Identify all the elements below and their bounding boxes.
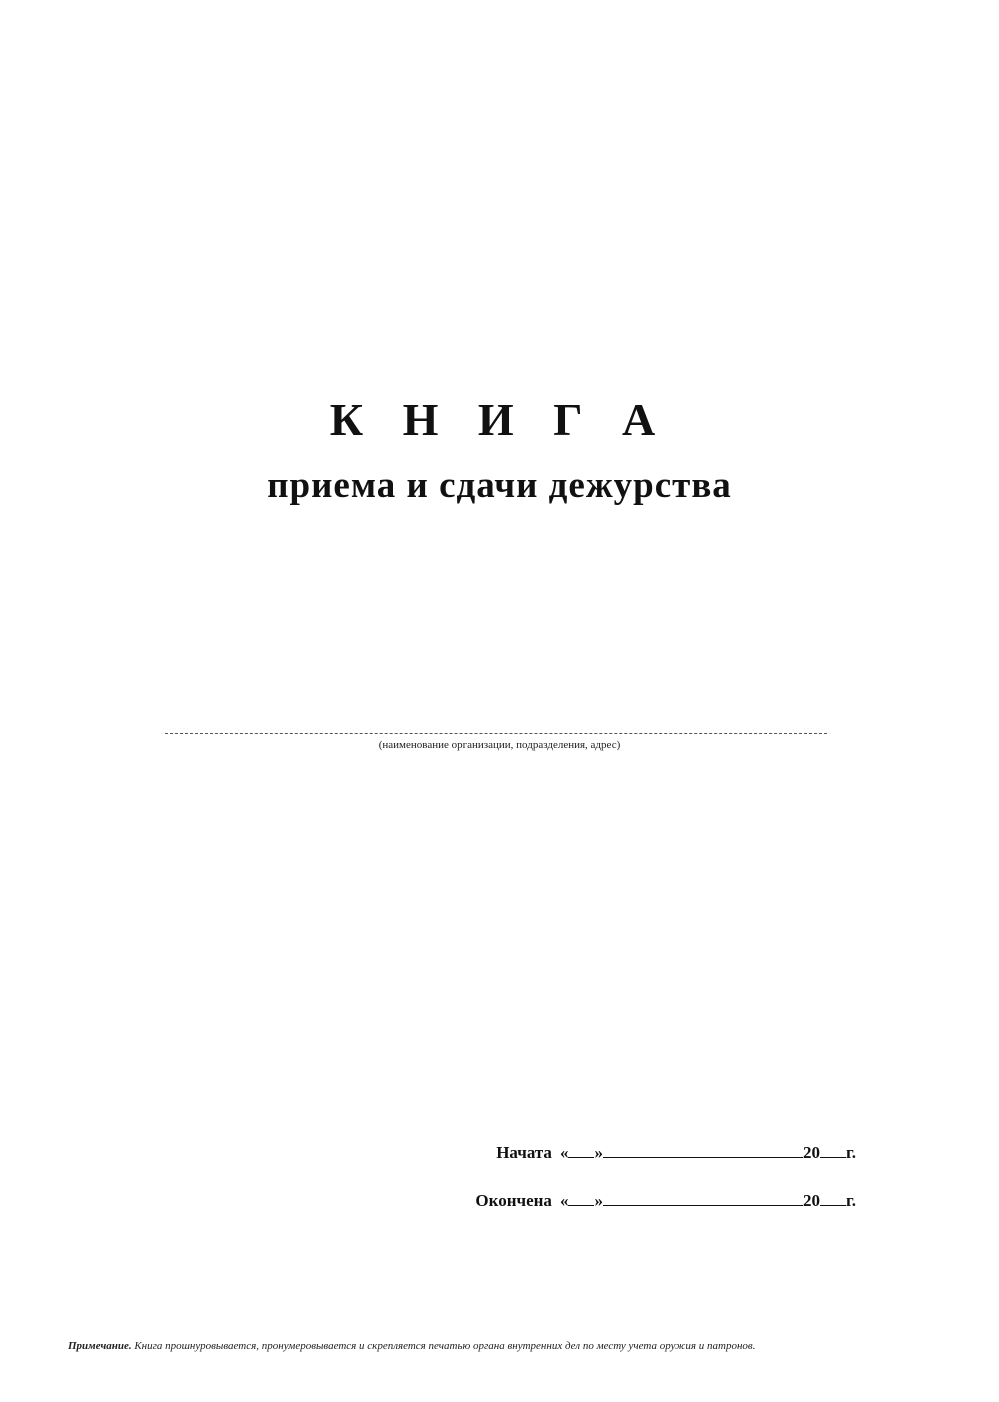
start-century: 20 xyxy=(802,1143,820,1162)
end-century: 20 xyxy=(802,1191,820,1210)
footnote-label: Примечание. xyxy=(68,1340,132,1352)
organization-name-line xyxy=(165,733,827,734)
end-year-suffix: г. xyxy=(845,1191,856,1210)
end-year-blank xyxy=(820,1191,846,1206)
end-date-label: Окончена xyxy=(475,1191,552,1210)
document-subtitle: приема и сдачи дежурства xyxy=(267,465,732,506)
start-date-label: Начата xyxy=(496,1143,552,1162)
start-year-suffix: г. xyxy=(845,1143,856,1162)
end-close-quote: » xyxy=(594,1191,603,1210)
start-day-blank xyxy=(568,1143,594,1158)
start-year-blank xyxy=(820,1143,846,1158)
organization-caption: (наименование организации, подразделения, адрес) xyxy=(378,739,621,751)
start-date-row xyxy=(496,1142,856,1164)
start-month-blank xyxy=(603,1143,803,1158)
start-close-quote: » xyxy=(594,1143,603,1162)
end-date-row xyxy=(475,1190,856,1212)
start-open-quote: « xyxy=(559,1143,569,1162)
footnote xyxy=(68,1339,755,1353)
end-open-quote: « xyxy=(559,1191,569,1210)
end-day-blank xyxy=(568,1191,594,1206)
footnote-text: Книга прошнуровывается, пронумеровывается и скрепляется печатью органа внутренних дел по месту учета оружия и патронов. xyxy=(131,1340,756,1352)
document-title: К Н И Г А xyxy=(329,394,670,445)
end-month-blank xyxy=(603,1191,803,1206)
